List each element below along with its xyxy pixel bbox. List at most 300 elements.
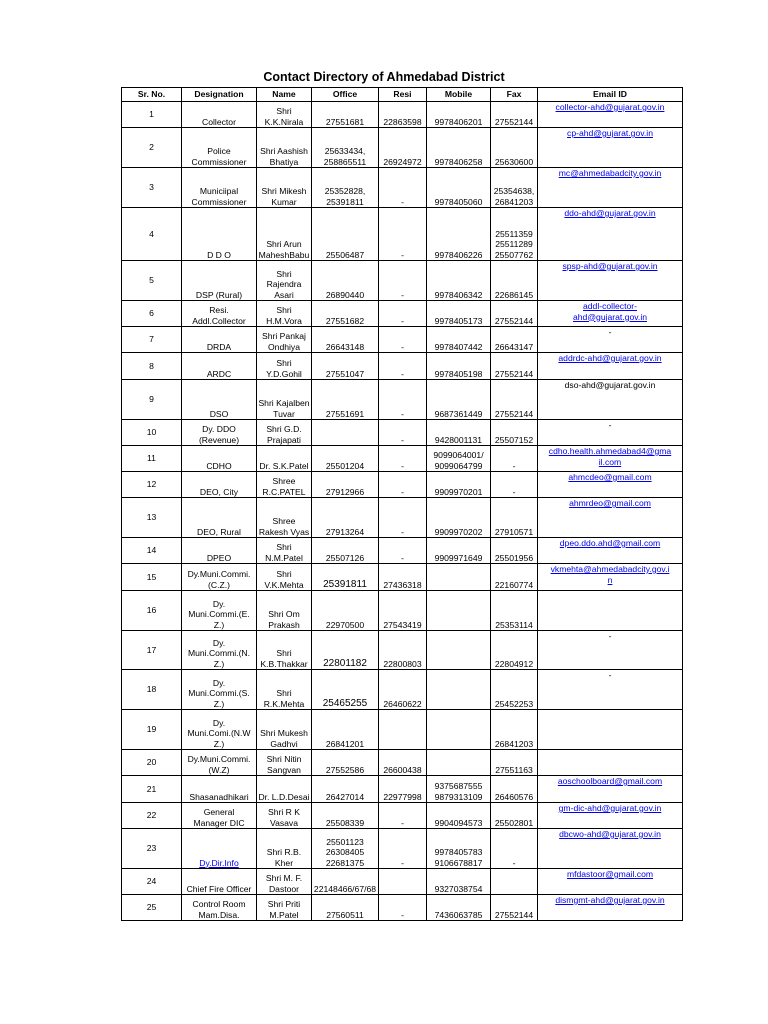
name-text: Shri R.B. Kher [266,847,302,868]
office-cell [312,750,379,776]
designation-text: DEO, Rural [197,526,241,537]
header-row [122,88,683,102]
office-cell [312,670,379,710]
sr-text: 25 [146,902,157,913]
mobile-cell [427,301,491,327]
sr-text: 6 [149,308,154,319]
office-cell [312,327,379,353]
email-link[interactable]: aoschoolboard@gmail.com [557,776,663,786]
mobile-cell [427,498,491,538]
table-row [122,750,683,776]
office-text: 25506487 [325,249,365,260]
name-text: Shri Y.D.Gohil [266,358,302,379]
mobile-text: 9978405783 9106678817 [434,847,483,868]
email-link[interactable]: ahmrdeo@gmail.com [569,498,651,508]
designation-text: Municiipal Commissioner [191,186,247,207]
resi-text: 22977998 [383,791,422,802]
fax-text: 26460576 [494,791,534,802]
name-cell [257,420,312,446]
designation-cell [182,380,257,420]
designation-cell [182,670,257,710]
sr-text: 24 [146,876,157,887]
designation-cell [182,631,257,670]
mobile-cell [427,895,491,921]
designation-cell [182,803,257,829]
mobile-cell [427,591,491,631]
sr-cell [122,895,182,921]
table-row [122,208,683,261]
mobile-text: 9375687555 9879313109 [434,781,483,802]
office-cell [312,102,379,128]
office-text: 25633434, 258865511 [323,146,367,167]
sr-cell [122,869,182,895]
sr-cell [122,380,182,420]
resi-text: 27543419 [383,619,422,630]
header-resi: Resi [379,88,427,102]
sr-text: 3 [149,182,154,193]
fax-cell [491,538,538,564]
sr-cell [122,564,182,591]
resi-text: - [401,909,404,920]
email-link[interactable]: gm-dic-ahd@gujarat.gov.in [558,803,662,813]
sr-cell [122,631,182,670]
name-cell [257,327,312,353]
fax-cell [491,776,538,803]
table-row [122,446,683,472]
fax-cell [491,869,538,895]
email-cell [538,895,683,921]
table-row [122,564,683,591]
designation-link[interactable]: Dy.Dir.Info [199,857,239,868]
fax-cell [491,498,538,538]
table-row [122,128,683,168]
office-text: 25352828, 25391811 [324,186,366,207]
sr-cell [122,829,182,869]
table-row [122,353,683,380]
designation-text: Dy. Muni.Commi.(N. Z.) [187,637,251,669]
sr-cell [122,168,182,208]
sr-cell [122,208,182,261]
name-cell [257,564,312,591]
mobile-text: 9978406342 [434,289,483,300]
office-text: 25465255 [322,697,368,709]
office-text: 25508339 [325,817,365,828]
fax-text: 27551163 [495,764,533,775]
fax-text: 26841203 [494,738,534,749]
fax-cell [491,710,538,750]
sr-text: 1 [149,109,154,120]
office-text: 26427014 [325,791,365,802]
mobile-cell [427,670,491,710]
office-text: 27912966 [325,486,365,497]
fax-cell [491,353,538,380]
office-cell [312,803,379,829]
table-row [122,380,683,420]
email-cell [538,472,683,498]
mobile-cell [427,776,491,803]
designation-text: Collector [202,116,236,127]
mobile-cell [427,472,491,498]
office-text: 27552586 [325,764,365,775]
mobile-text: 9909971649 [434,552,483,563]
mobile-text: 9909970202 [434,526,483,537]
page-title: Contact Directory of Ahmedabad District [263,70,505,84]
name-cell [257,128,312,168]
mobile-cell [427,353,491,380]
name-text: Shri H.M.Vora [266,305,302,326]
resi-text: - [401,196,404,207]
resi-cell [379,446,427,472]
email-cell [538,869,683,895]
mobile-text: 9909970201 [434,486,483,497]
fax-text: 27552144 [494,315,534,326]
resi-text: 26924972 [383,156,422,167]
designation-text: DRDA [206,341,232,352]
email-link[interactable]: mfdastoor@gmail.com [566,869,654,879]
name-cell [257,776,312,803]
mobile-cell [427,420,491,446]
email-link[interactable]: ddo-ahd@gujarat.gov.in [564,208,656,218]
name-text: Shri R.K.Mehta [263,688,305,709]
table-row [122,829,683,869]
email-link[interactable]: vkmehta@ahmedabadcity.gov.i n [550,564,670,585]
email-cell [538,168,683,208]
fax-text: 27910571 [494,526,534,537]
email-text: dso-ahd@gujarat.gov.in [564,380,656,390]
designation-cell [182,564,257,591]
mobile-text: 9978407442 [434,341,483,352]
designation-text: General Manager DIC [193,807,245,828]
mobile-text: 9428001131 [434,434,483,445]
sr-cell [122,498,182,538]
sr-text: 21 [146,783,157,794]
email-cell [538,420,683,446]
fax-cell [491,102,538,128]
name-cell [257,631,312,670]
resi-cell [379,327,427,353]
designation-text: Chief Fire Officer [186,883,252,894]
sr-cell [122,803,182,829]
email-cell [538,261,683,301]
name-text: Shree Rakesh Vyas [258,516,310,537]
name-text: Shri Pankaj Ondhiya [262,331,306,352]
resi-cell [379,498,427,538]
office-text: 25391811 [323,578,367,590]
name-cell [257,670,312,710]
email-cell [538,564,683,591]
name-text: Shri N.M.Patel [265,542,303,563]
table-row [122,327,683,353]
resi-cell [379,472,427,498]
resi-cell [379,710,427,750]
designation-cell [182,168,257,208]
header-sr-no: Sr. No. [122,88,182,102]
designation-text: Dy.Muni.Commi. (W.Z) [187,754,251,775]
office-cell [312,301,379,327]
resi-text: 22863598 [383,116,422,127]
office-text: 27551047 [325,368,365,379]
designation-cell [182,776,257,803]
designation-cell [182,869,257,895]
resi-text: - [401,817,404,828]
name-cell [257,353,312,380]
office-text: 27913264 [325,526,365,537]
designation-cell [182,327,257,353]
mobile-text: 9978405173 [434,315,483,326]
fax-cell [491,631,538,670]
email-link[interactable]: dbcwo-ahd@gujarat.gov.in [559,829,661,839]
email-link[interactable]: cp-ahd@gujarat.gov.in [567,128,653,138]
resi-cell [379,380,427,420]
name-cell [257,803,312,829]
name-cell [257,538,312,564]
resi-text: - [401,460,404,471]
fax-text: 25353114 [495,619,533,630]
sr-text: 2 [149,142,154,153]
office-text: 25507126 [325,552,365,563]
email-cell [538,380,683,420]
fax-text: 27552144 [494,116,534,127]
fax-text: - [512,460,516,471]
fax-text: 25507152 [494,434,534,445]
email-link[interactable]: ahmcdeo@gmail.com [568,472,652,482]
resi-cell [379,776,427,803]
fax-cell [491,803,538,829]
table-row [122,869,683,895]
table-row [122,498,683,538]
fax-cell [491,420,538,446]
resi-text: 26460622 [383,698,422,709]
resi-cell [379,538,427,564]
fax-cell [491,750,538,776]
resi-text: 26600438 [383,764,422,775]
fax-text: 25452253 [494,698,534,709]
designation-cell [182,446,257,472]
email-link[interactable]: dismgmt-ahd@gujarat.gov.in [555,895,665,905]
mobile-text: 9978406201 [434,116,483,127]
email-cell [538,498,683,538]
name-text: Dr. S.K.Patel [259,460,309,471]
table-row [122,168,683,208]
designation-cell [182,420,257,446]
designation-cell [182,538,257,564]
resi-cell [379,591,427,631]
email-cell [538,538,683,564]
resi-cell [379,750,427,776]
designation-cell [182,261,257,301]
office-cell [312,168,379,208]
mobile-text: 9099064001/ 9099064799 [433,450,484,471]
email-cell [538,710,683,750]
designation-text: DPEO [206,552,232,563]
designation-text: ARDC [206,368,232,379]
fax-cell [491,208,538,261]
sr-cell [122,591,182,631]
sr-cell [122,420,182,446]
sr-text: 17 [146,644,157,655]
fax-text: 22804912 [494,658,534,669]
header-designation: Designation [182,88,257,102]
mobile-text: 9978406226 [434,249,483,260]
mobile-text: 9687361449 [434,408,483,419]
sr-text: 10 [146,427,157,438]
designation-cell [182,591,257,631]
email-cell [538,128,683,168]
email-link[interactable]: mc@ahmedabadcity.gov.in [558,168,662,178]
name-cell [257,710,312,750]
name-text: Shri Kajalben Tuvar [258,398,310,419]
fax-cell [491,564,538,591]
resi-cell [379,829,427,869]
table-row [122,420,683,446]
resi-cell [379,128,427,168]
email-cell [538,327,683,353]
office-cell [312,631,379,670]
name-text: Shri Arun MaheshBabu [258,239,310,260]
email-cell [538,670,683,710]
mobile-text: 9904094573 [434,817,483,828]
fax-text: 26643147 [494,341,534,352]
email-link[interactable]: collector-ahd@gujarat.gov.in [555,102,665,112]
office-cell [312,208,379,261]
sr-text: 20 [146,757,157,768]
sr-text: 12 [146,479,157,490]
office-text: 26643148 [325,341,365,352]
table-row [122,301,683,327]
sr-text: 23 [146,843,157,854]
table-row [122,710,683,750]
resi-text: - [401,486,404,497]
office-text: 25501204 [325,460,365,471]
office-cell [312,564,379,591]
name-text: Shri M. F. Dastoor [265,873,303,894]
name-cell [257,895,312,921]
designation-text: Shasanadhikari [189,791,249,802]
table-row [122,102,683,128]
office-text: 25501123 26308405 22681375 [325,836,365,868]
resi-text: - [401,552,404,563]
fax-text: 25502801 [494,817,534,828]
resi-cell [379,353,427,380]
name-cell [257,168,312,208]
office-cell [312,472,379,498]
fax-cell [491,829,538,869]
mobile-cell [427,102,491,128]
email-cell [538,829,683,869]
mobile-text: 9327038754 [434,883,483,894]
designation-text: Dy. Muni.Commi.(S. Z.) [188,677,250,709]
header-email: Email ID [538,88,683,102]
mobile-cell [427,829,491,869]
fax-text: - [512,486,516,497]
resi-cell [379,301,427,327]
mobile-text: 9978405060 [434,196,483,207]
table-row [122,670,683,710]
sr-cell [122,102,182,128]
mobile-cell [427,564,491,591]
name-cell [257,750,312,776]
email-text: - [608,420,612,430]
mobile-text: 9978406258 [434,156,483,167]
fax-text: 22160774 [494,579,534,590]
fax-cell [491,895,538,921]
name-text: Shri Aashish Bhatiya [260,146,308,167]
fax-cell [491,261,538,301]
resi-text: 27436318 [383,579,422,590]
mobile-cell [427,327,491,353]
resi-cell [379,803,427,829]
designation-cell [182,895,257,921]
sr-text: 22 [146,810,157,821]
email-link[interactable]: addl-collector- ahd@gujarat.gov.in [572,301,648,322]
office-text: 26890440 [325,289,365,300]
resi-cell [379,869,427,895]
fax-cell [491,327,538,353]
mobile-cell [427,710,491,750]
email-link[interactable]: dpeo.ddo.ahd@gmail.com [559,538,661,548]
email-link[interactable]: spsp-ahd@gujarat.gov.in [562,261,658,271]
resi-cell [379,564,427,591]
designation-cell [182,472,257,498]
office-text: 27551682 [325,315,365,326]
office-text: 27551681 [325,116,365,127]
sr-cell [122,128,182,168]
fax-text: 27552144 [494,368,534,379]
resi-cell [379,420,427,446]
name-text: Shri K.K.Nirala [264,106,304,127]
sr-text: 4 [149,228,154,239]
office-cell [312,420,379,446]
office-cell [312,829,379,869]
sr-cell [122,776,182,803]
sr-cell [122,327,182,353]
resi-cell [379,631,427,670]
sr-text: 15 [146,571,157,582]
sr-text: 11 [147,453,156,464]
designation-text: Dy. Muni.Comi.(N.W Z.) [187,717,251,749]
email-text: - [608,670,612,680]
designation-cell [182,128,257,168]
resi-text: - [401,408,404,419]
resi-cell [379,261,427,301]
designation-text: DEO, City [199,486,239,497]
resi-text: - [401,368,404,379]
name-text: Shri Mikesh Kumar [261,186,307,207]
mobile-cell [427,750,491,776]
name-cell [257,208,312,261]
fax-cell [491,128,538,168]
office-cell [312,591,379,631]
email-link[interactable]: cdho.health.ahmedabad4@gma il.com [548,446,672,467]
designation-cell [182,710,257,750]
designation-cell [182,750,257,776]
fax-text: 25354638, 26841203 [493,186,535,207]
mobile-cell [427,446,491,472]
designation-cell [182,353,257,380]
designation-cell [182,829,257,869]
mobile-cell [427,869,491,895]
office-text: 22148466/67/68 [313,883,377,894]
resi-cell [379,168,427,208]
name-text: Shri Mukesh Gadhvi [260,728,308,749]
resi-text: - [401,249,404,260]
office-text: 26841201 [325,738,365,749]
email-link[interactable]: addrdc-ahd@gujarat.gov.in [558,353,662,363]
sr-cell [122,353,182,380]
office-cell [312,895,379,921]
name-text: Shri Nitin Sangvan [266,754,302,775]
mobile-cell [427,168,491,208]
